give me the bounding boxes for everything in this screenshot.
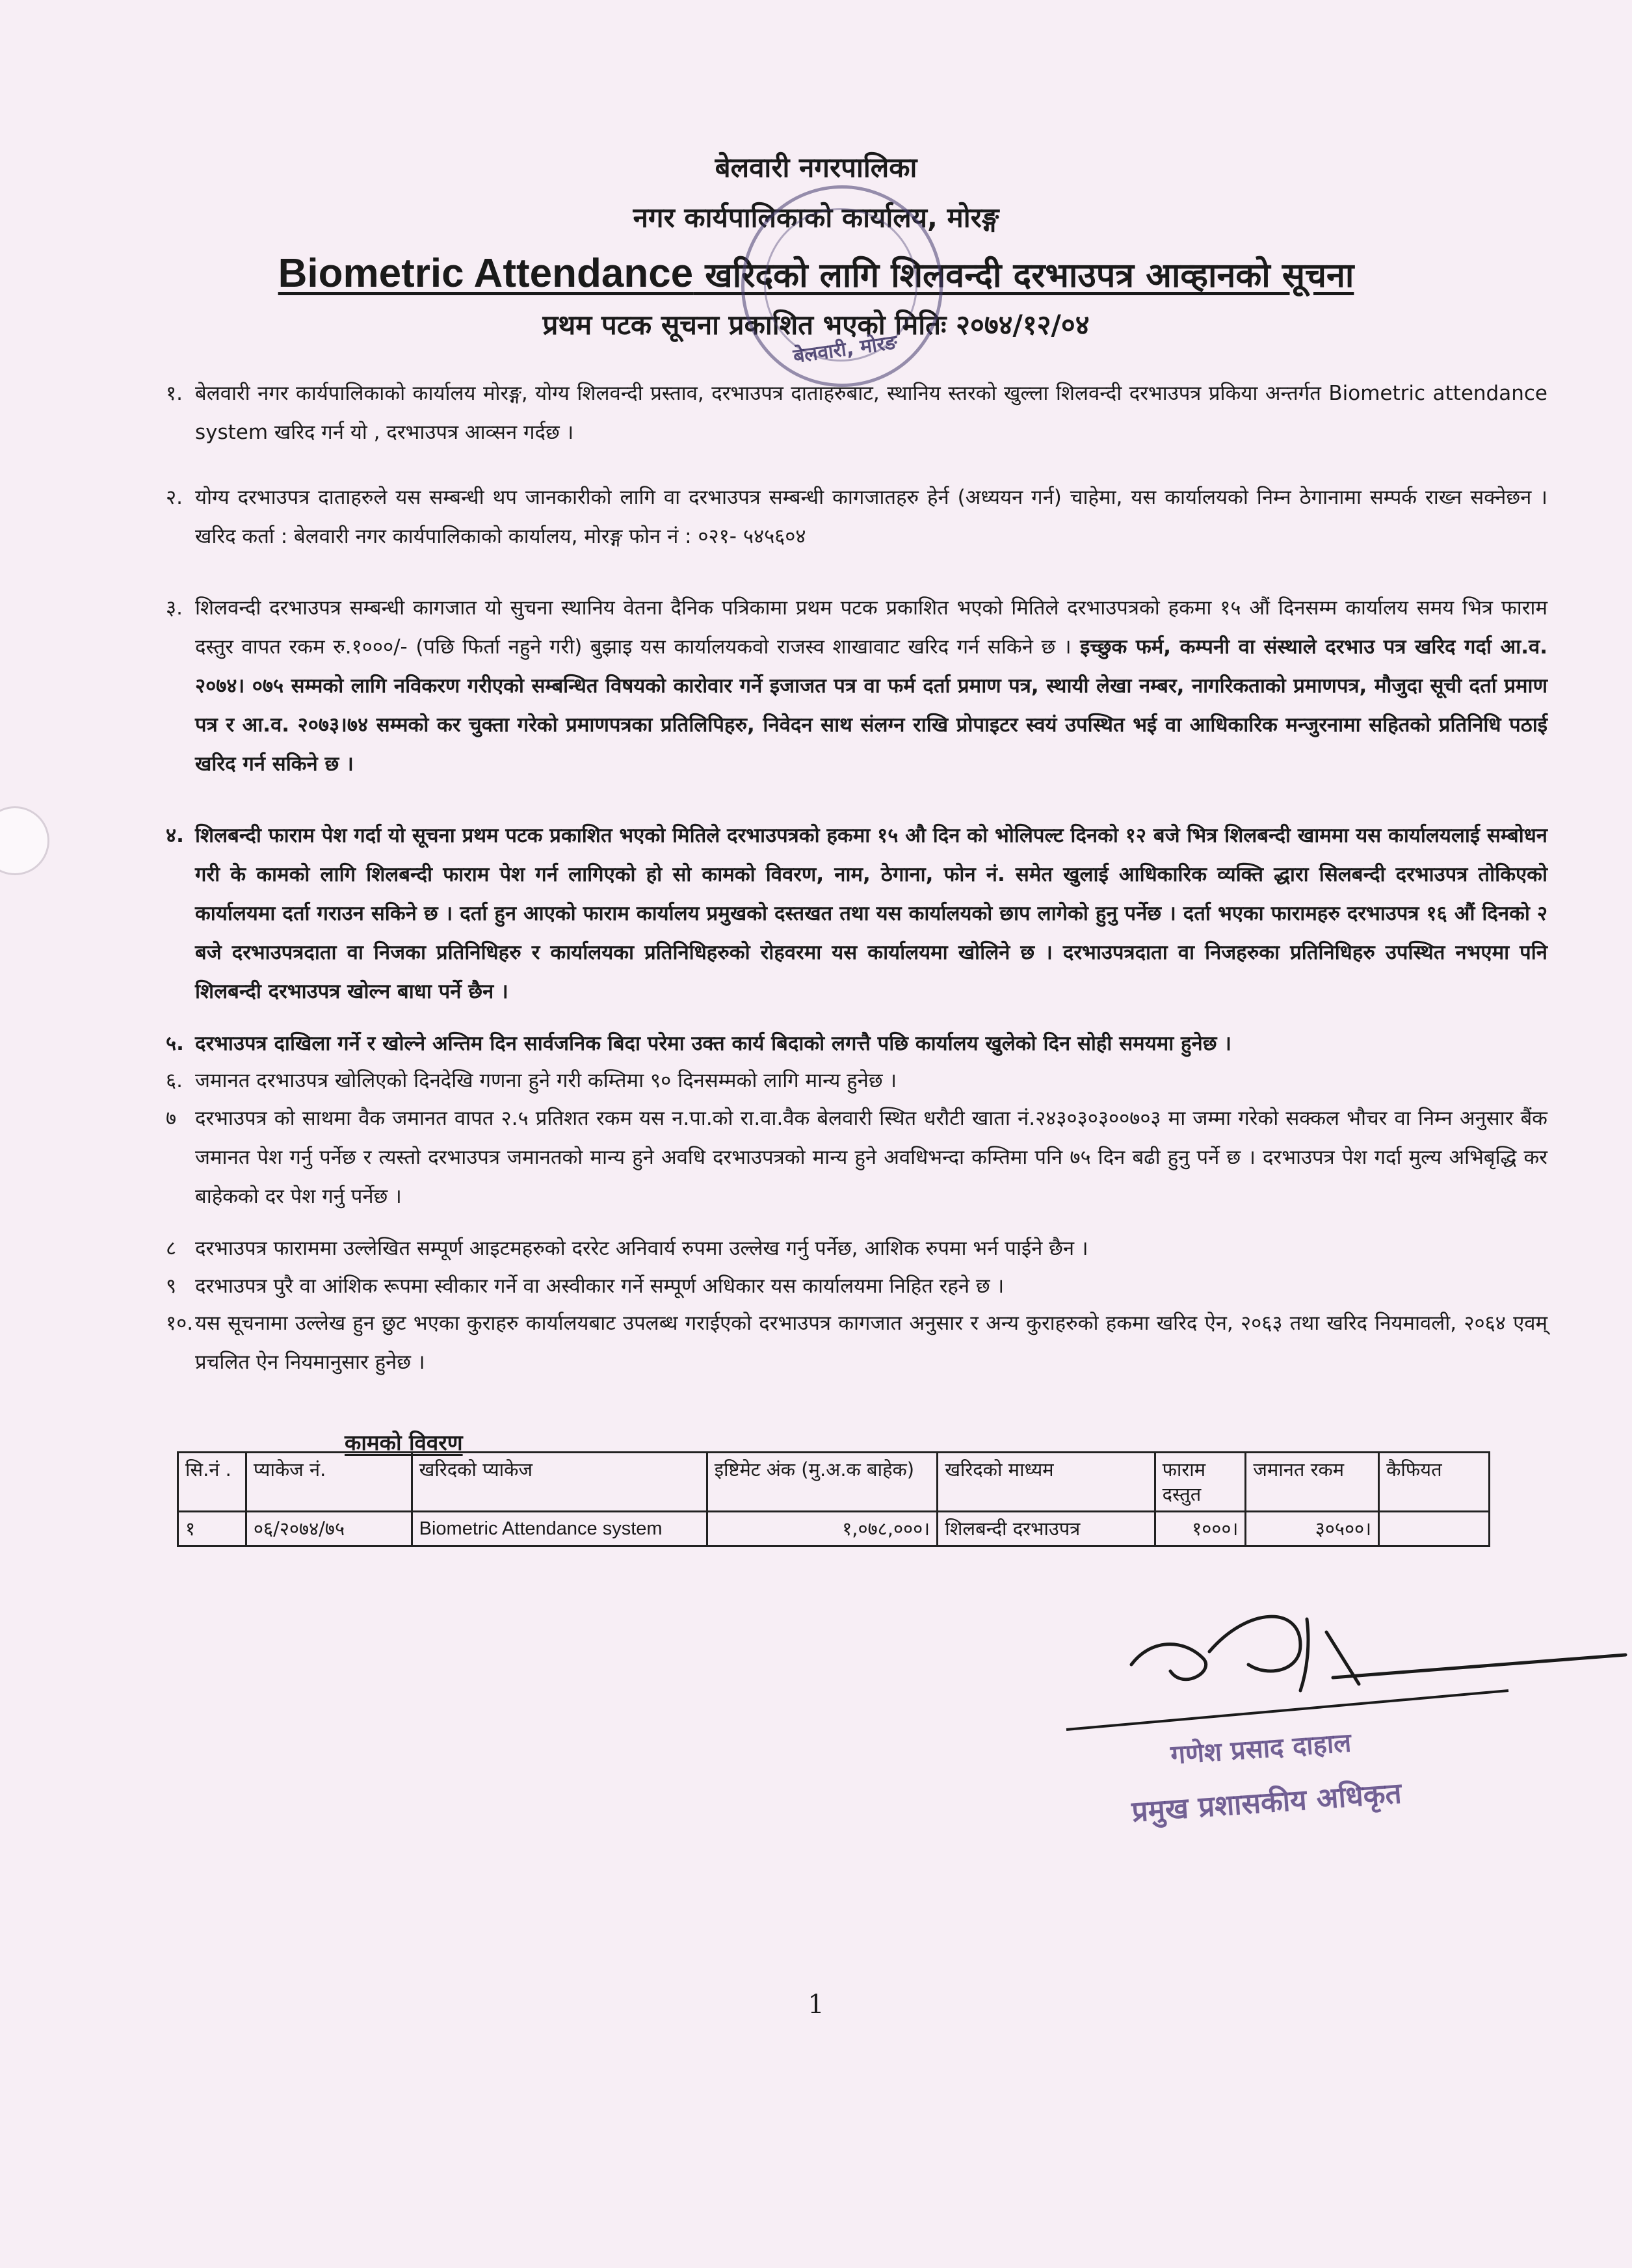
cell-form-fee: १०००। — [1155, 1512, 1246, 1546]
item-number: ९ — [166, 1274, 177, 1298]
header-estimate: इष्टिमेट अंक (मु.अ.क बाहेक) — [707, 1453, 937, 1512]
item-number: ८ — [166, 1237, 177, 1260]
item-text: दरभाउपत्र दाखिला गर्ने र खोल्ने अन्तिम दिन सार्वजनिक बिदा परेमा उक्त कार्य बिदाको लगत्तै पछि कार्यालय खुलेको दिन सोही समयमा हुनेछ । — [195, 1032, 1231, 1055]
table-header-row — [178, 1453, 1490, 1512]
notice-title-np: खरिदको लागि शिलवन्दी दरभाउपत्र आव्हानको सूचना — [693, 256, 1354, 295]
stamp-text: बेलवारी, मोरङ — [791, 330, 899, 369]
header-remarks: कैफियत — [1379, 1453, 1490, 1512]
notice-title-en: Biometric Attendance — [278, 251, 694, 296]
notice-item-6 — [166, 1061, 1547, 1100]
notice-item-5 — [166, 1024, 1547, 1063]
table-row — [178, 1512, 1490, 1546]
item-number: ७ — [166, 1107, 177, 1130]
item-text: योग्य दरभाउपत्र दाताहरुले यस सम्बन्धी थप जानकारीको लागि वा दरभाउपत्र सम्बन्धी कागजातहरु हेर्न (अध्ययन गर्न) चाहेमा, यस कार्यालयको निम्न ठेगानामा सम्पर्क राख्न सक्नेछन । खरिद कर्ता : बेलवारी नगर कार्यपालिकाको कार्यालय, मोरङ्ग फोन नं : ०२१- ५४५६०४ — [195, 486, 1547, 548]
notice-item-10 — [166, 1304, 1547, 1382]
item-number: २. — [166, 486, 183, 509]
item-text: यस सूचनामा उल्लेख हुन छुट भएका कुराहरु कार्यालयबाट उपलब्ध गराईएको दरभाउपत्र कागजात अनुसार र अन्य कुराहरुको हकमा खरिद ऐन, २०६३ तथा खरिद नियमावली, २०६४ एवम् प्रचलित ऐन नियमानुसार हुनेछ । — [195, 1312, 1547, 1374]
notice-item-3 — [166, 588, 1547, 784]
notice-item-4 — [166, 816, 1547, 1011]
work-details-table — [177, 1451, 1490, 1547]
item-number: १. — [166, 382, 183, 405]
item-text: दरभाउपत्र फाराममा उल्लेखित सम्पूर्ण आइटमहरुको दररेट अनिवार्य रुपमा उल्लेख गर्नु पर्नेछ, आशिक रुपमा भर्न पाईने छैन । — [195, 1237, 1088, 1260]
item-number: ४. — [166, 824, 184, 847]
cell-bid-security: ३०५००। — [1246, 1512, 1379, 1546]
municipality-name: बेलवारी नगरपालिका — [715, 152, 917, 183]
notice-item-2 — [166, 478, 1547, 556]
header-form-fee: फाराम दस्तुत — [1155, 1453, 1246, 1512]
notice-item-8 — [166, 1229, 1547, 1268]
item-text: दरभाउपत्र पुरै वा आंशिक रूपमा स्वीकार गर्ने वा अस्वीकार गर्ने सम्पूर्ण अधिकार यस कार्यालयमा निहित रहने छ । — [195, 1274, 1005, 1298]
cell-remarks — [1379, 1512, 1490, 1546]
header-package: खरिदको प्याकेज — [412, 1453, 707, 1512]
office-name: नगर कार्यपालिकाको कार्यालय, मोरङ्ग — [633, 202, 999, 233]
item-text: दरभाउपत्र को साथमा वैक जमानत वापत २.५ प्रतिशत रकम यस न.पा.को रा.वा.वैक बेलवारी स्थित धरौटी खाता नं.२४३०३०३००७०३ मा जम्मा गरेको सक्कल भौचर वा निम्न अनुसार बैंक जमानत पेश गर्नु पर्नेछ र त्यस्तो दरभाउपत्र जमानतको मान्य हुने अवधि दरभाउपत्रको मान्य हुने अवधिभन्दा कम्तिमा पनि ७५ दिन बढी हुनु पर्ने छ । दरभाउपत्र पेश गर्दा मुल्य अभिबृद्धि कर बाहेकको दर पेश गर्नु पर्नेछ । — [195, 1107, 1547, 1208]
notice-item-7 — [166, 1099, 1547, 1216]
item-number: १०. — [166, 1312, 194, 1335]
item-number: ५. — [166, 1032, 184, 1055]
punch-hole — [0, 806, 49, 875]
item-text: बेलवारी नगर कार्यपालिकाको कार्यालय मोरङ्ग, योग्य शिलवन्दी प्रस्ताव, दरभाउपत्र दाताहरुबाट, स्थानिय स्तरको खुल्ला शिलवन्दी दरभाउपत्र प्रकिया अन्तर्गत Biometric attendance system खरिद गर्न यो , दरभाउपत्र आव्सन गर्दछ । — [195, 382, 1547, 444]
cell-serial: १ — [178, 1512, 246, 1546]
notice-item-9 — [166, 1267, 1547, 1306]
signature-scribble — [1053, 1593, 1632, 1736]
cell-method: शिलबन्दी दरभाउपत्र — [938, 1512, 1155, 1546]
item-text: शिलवन्दी दरभाउपत्र सम्बन्धी कागजात यो सुचना स्थानिय वेतना दैनिक पत्रिकामा प्रथम पटक प्रकाशित भएको मितिले दरभाउपत्रको हकमा १५ औं दिनसम्म कार्यालय समय भित्र फाराम दस्तुर वापत रकम रु.१०००/- (पछि फिर्ता नहुने गरी) बुझाइ यस कार्यालयकवो राजस्व शाखावाट खरिद गर्न सकिने छ । — [195, 596, 1547, 659]
header-bid-security: जमानत रकम — [1246, 1453, 1379, 1512]
header-serial: सि.नं . — [178, 1453, 246, 1512]
cell-package-no: ०६/२०७४/७५ — [246, 1512, 412, 1546]
signatory-name: गणेश प्रसाद दाहाल — [1169, 1728, 1352, 1771]
item-number: ३. — [166, 596, 183, 620]
item-text: जमानत दरभाउपत्र खोलिएको दिनदेखि गणना हुने गरी कम्तिमा ९० दिनसम्मको लागि मान्य हुनेछ । — [195, 1069, 897, 1092]
table-title: कामको विवरण — [345, 1430, 463, 1455]
signatory-title: प्रमुख प्रशासकीय अधिकृत — [1130, 1776, 1403, 1829]
publish-date: प्रथम पटक सूचना प्रकाशित भएको मितिः २०७४/१२/०४ — [542, 309, 1090, 341]
page-number: 1 — [808, 1990, 824, 2020]
header-method: खरिदको माध्यम — [938, 1453, 1155, 1512]
cell-package: Biometric Attendance system — [412, 1512, 707, 1546]
item-text-bold: इच्छुक फर्म, कम्पनी वा संस्थाले दरभाउ पत्र खरिद गर्दा आ.व. २०७४। ०७५ सम्मको लागि नविकरण गरीएको सम्बन्धित विषयको कारोवार गर्ने इजाजत पत्र वा फर्म दर्ता प्रमाण पत्र, स्थायी लेखा नम्बर, नागरिकताको प्रमाणपत्र, मौजुदा सूची दर्ता प्रमाण पत्र र आ.व. २०७३।७४ सम्मको कर चुक्ता गरेको प्रमाणपत्रका प्रतिलिपिहरु, निवेदन साथ संलग्न राखि प्रोपाइटर स्वयं उपस्थित भई वा आधिकारिक मन्जुरनामा सहितको प्रतिनिधि पठाई खरिद गर्न सकिने छ । — [195, 635, 1547, 776]
cell-estimate: १,०७८,०००। — [707, 1512, 937, 1546]
notice-item-1 — [166, 374, 1547, 452]
item-text: शिलबन्दी फाराम पेश गर्दा यो सूचना प्रथम पटक प्रकाशित भएको मितिले दरभाउपत्रको हकमा १५ औ दिन को भोलिपल्ट दिनको १२ बजे भित्र शिलबन्दी खाममा यस कार्यालयलाई सम्बोधन गरी के कामको लागि शिलबन्दी फाराम पेश गर्न लागिएको हो सो कामको विवरण, नाम, ठेगाना, फोन नं. समेत खुलाई आधिकारिक व्यक्ति द्धारा सिलबन्दी दरभाउपत्र तोकिएको कार्यालयमा दर्ता गराउन सकिने छ । दर्ता हुन आएको फाराम कार्यालय प्रमुखको दस्तखत तथा यस कार्यालयको छाप लागेको हुनु पर्नेछ । दर्ता भएका फारामहरु दरभाउपत्र १६ औं दिनको २ बजे दरभाउपत्रदाता वा निजका प्रतिनिधिहरु र कार्यालयका प्रतिनिधिहरुको रोहवरमा यस कार्यालयमा खोलिने छ । दरभाउपत्रदाता वा निजहरुका प्रतिनिधिहरु उपस्थित नभएमा पनि शिलबन्दी दरभाउपत्र खोल्न बाधा पर्ने छैन । — [195, 824, 1547, 1003]
header-package-no: प्याकेज नं. — [246, 1453, 412, 1512]
item-number: ६. — [166, 1069, 183, 1092]
